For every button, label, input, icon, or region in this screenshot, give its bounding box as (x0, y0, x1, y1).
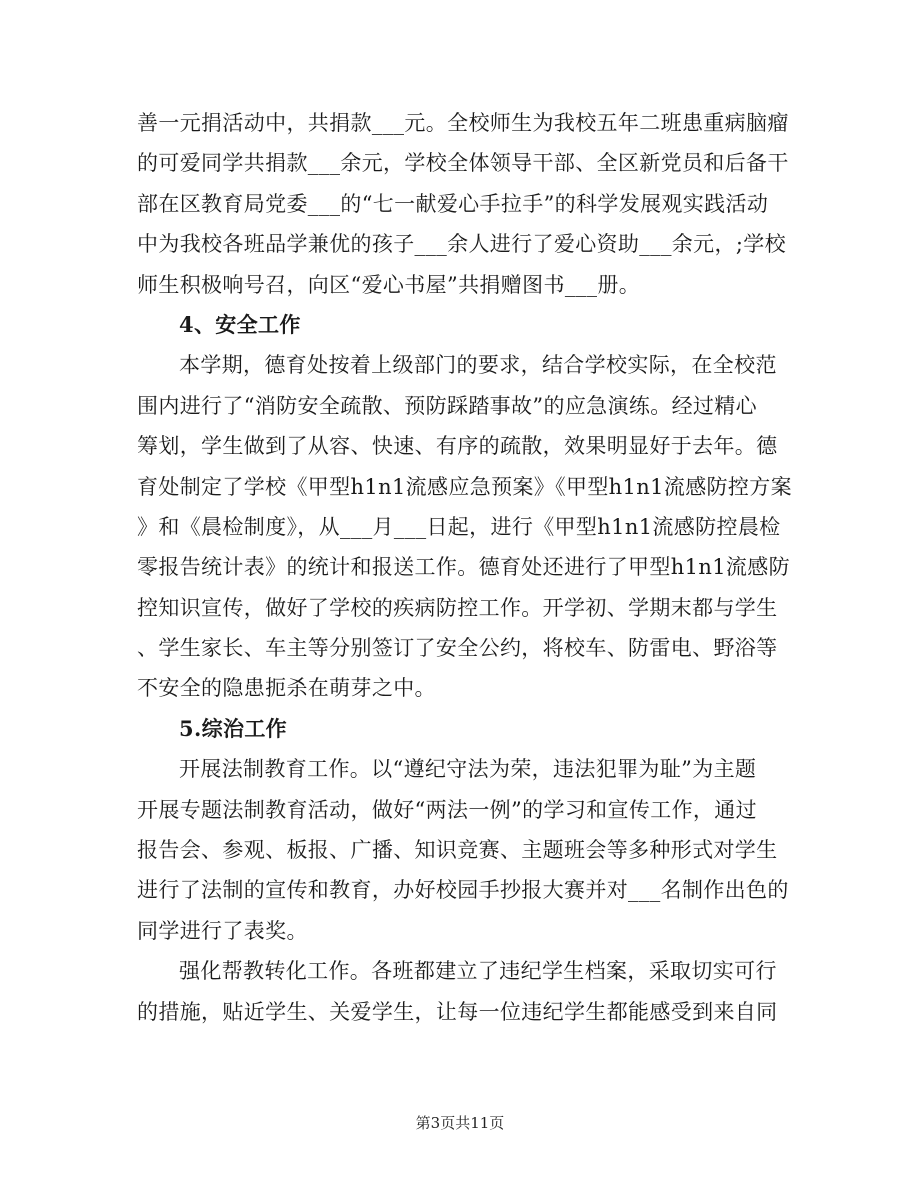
text-line: 中为我校各班品学兼优的孩子___余人进行了爱心资助___余元，;学校 (137, 232, 786, 257)
text-line: 同学进行了表奖。 (137, 918, 308, 943)
section-heading-safety: 4、安全工作 (179, 311, 301, 337)
text-line: 零报告统计表》的统计和报送工作。德育处还进行了甲型h1n1流感防 (137, 555, 790, 580)
text-line: 的可爱同学共捐款___余元，学校全体领导干部、全区新党员和后备干 (137, 151, 789, 176)
text-line: 》和《晨检制度》，从___月___日起，进行《甲型h1n1流感防控晨检 (137, 514, 781, 539)
text-line: 的措施，贴近学生、关爱学生，让每一位违纪学生都能感受到来自同 (137, 999, 778, 1024)
text-line: 开展专题法制教育活动，做好“两法一例”的学习和宣传工作，通过 (137, 797, 757, 822)
text-line: 进行了法制的宣传和教育，办好校园手抄报大赛并对___名制作出色的 (137, 878, 789, 903)
paragraph-start: 开展法制教育工作。以“遵纪守法为荣，违法犯罪为耻”为主题 (179, 757, 757, 782)
text-line: 不安全的隐患扼杀在萌芽之中。 (137, 676, 436, 701)
text-line: 、学生家长、车主等分别签订了安全公约，将校车、防雷电、野浴等 (137, 636, 778, 661)
text-line: 围内进行了“消防安全疏散、预防踩踏事故”的应急演练。经过精心 (137, 393, 757, 418)
paragraph-start: 强化帮教转化工作。各班都建立了违纪学生档案，采取切实可行 (179, 959, 777, 984)
paragraph-start: 本学期，德育处按着上级部门的要求，结合学校实际，在全校范 (179, 353, 777, 378)
page-number-footer: 第3页共11页 (415, 1114, 505, 1132)
text-line: 控知识宣传，做好了学校的疾病防控工作。开学初、学期末都与学生 (137, 595, 778, 620)
section-heading-governance: 5.综治工作 (179, 715, 288, 741)
text-line: 报告会、参观、板报、广播、知识竞赛、主题班会等多种形式对学生 (137, 838, 778, 863)
text-line: 善一元捐活动中，共捐款___元。全校师生为我校五年二班患重病脑瘤 (137, 111, 789, 135)
text-line: 师生积极响号召，向区“爱心书屋”共捐赠图书___册。 (137, 272, 641, 297)
text-line: 筹划，学生做到了从容、快速、有序的疏散，效果明显好于去年。德 (137, 434, 778, 459)
text-line: 部在区教育局党委___的“七一献爱心手拉手”的科学发展观实践活动 (137, 191, 769, 216)
text-line: 育处制定了学校《甲型h1n1流感应急预案》《甲型h1n1流感防控方案 (137, 474, 792, 499)
document-body (137, 103, 792, 1032)
